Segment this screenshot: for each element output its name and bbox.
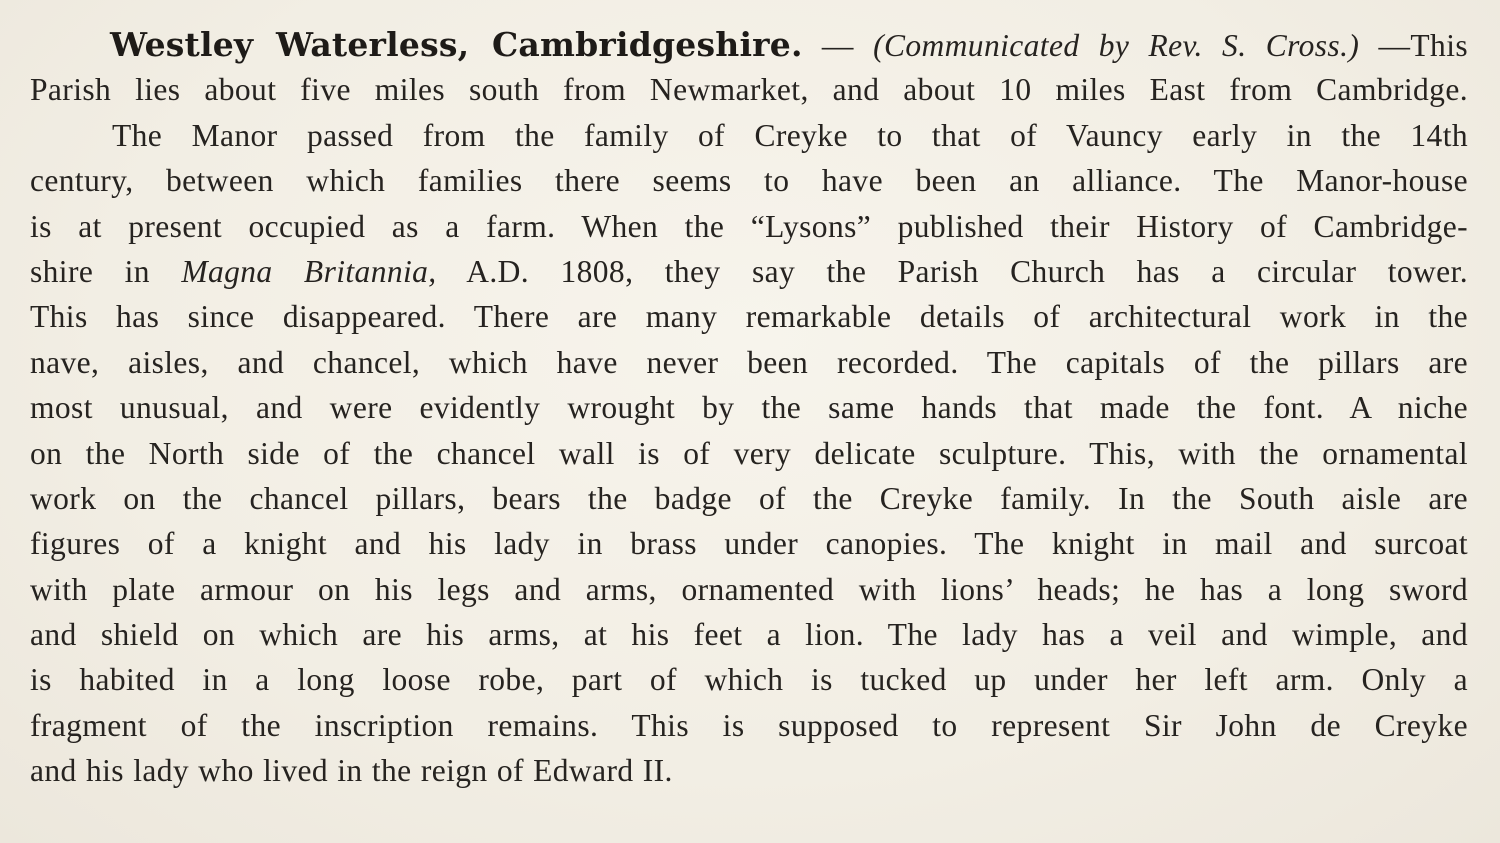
- place-title: Westley Waterless, Cambridgeshire.: [110, 25, 803, 64]
- text-line: is at present occupied as a farm. When the “Lysons” published their History of Cambridge-: [30, 208, 1468, 244]
- text-fragment: shire in: [30, 253, 150, 289]
- text-fragment: A.D. 1808, they say the Parish Church has a circular tower.: [466, 253, 1468, 289]
- text-line: and shield on which are his arms, at his feet a lion. The lady has a veil and wimple, and: [30, 617, 1468, 653]
- text-line: most unusual, and were evidently wrought by the same hands that made the font. A niche: [30, 390, 1468, 426]
- article-text: [30, 22, 1468, 794]
- text-line-with-italic: [30, 249, 1468, 294]
- text-line: Parish lies about five miles south from Newmarket, and about 10 miles East from Cambridge.: [30, 72, 1468, 108]
- text-line: nave, aisles, and chancel, which have never been recorded. The capitals of the pillars are: [30, 344, 1468, 380]
- paragraph-opening: —This: [1378, 28, 1469, 63]
- text-line: century, between which families there seems to have been an alliance. The Manor-house: [30, 163, 1468, 199]
- text-line: figures of a knight and his lady in brass under canopies. The knight in mail and surcoat: [30, 526, 1468, 562]
- heading-line: [30, 22, 1468, 67]
- text-line: is habited in a long loose robe, part of which is tucked up under her left arm. Only a: [30, 662, 1468, 698]
- text-line: This has since disappeared. There are many remarkable details of architectural work in the: [30, 299, 1468, 335]
- text-line: with plate armour on his legs and arms, ornamented with lions’ heads; he has a long sword: [30, 571, 1468, 607]
- text-line: fragment of the inscription remains. This is supposed to represent Sir John de Creyke: [30, 707, 1468, 743]
- book-title: Magna Britannia,: [181, 253, 437, 289]
- heading-dash: —: [821, 28, 854, 63]
- text-line: on the North side of the chancel wall is of very delicate sculpture. This, with the ornamental: [30, 435, 1468, 471]
- attribution: (Communicated by Rev. S. Cross.): [873, 28, 1360, 63]
- text-line: work on the chancel pillars, bears the badge of the Creyke family. In the South aisle are: [30, 480, 1468, 516]
- paragraph-start-line: The Manor passed from the family of Creyke to that of Vauncy early in the 14th: [112, 117, 1468, 153]
- final-line: and his lady who lived in the reign of Edward II.: [30, 753, 673, 789]
